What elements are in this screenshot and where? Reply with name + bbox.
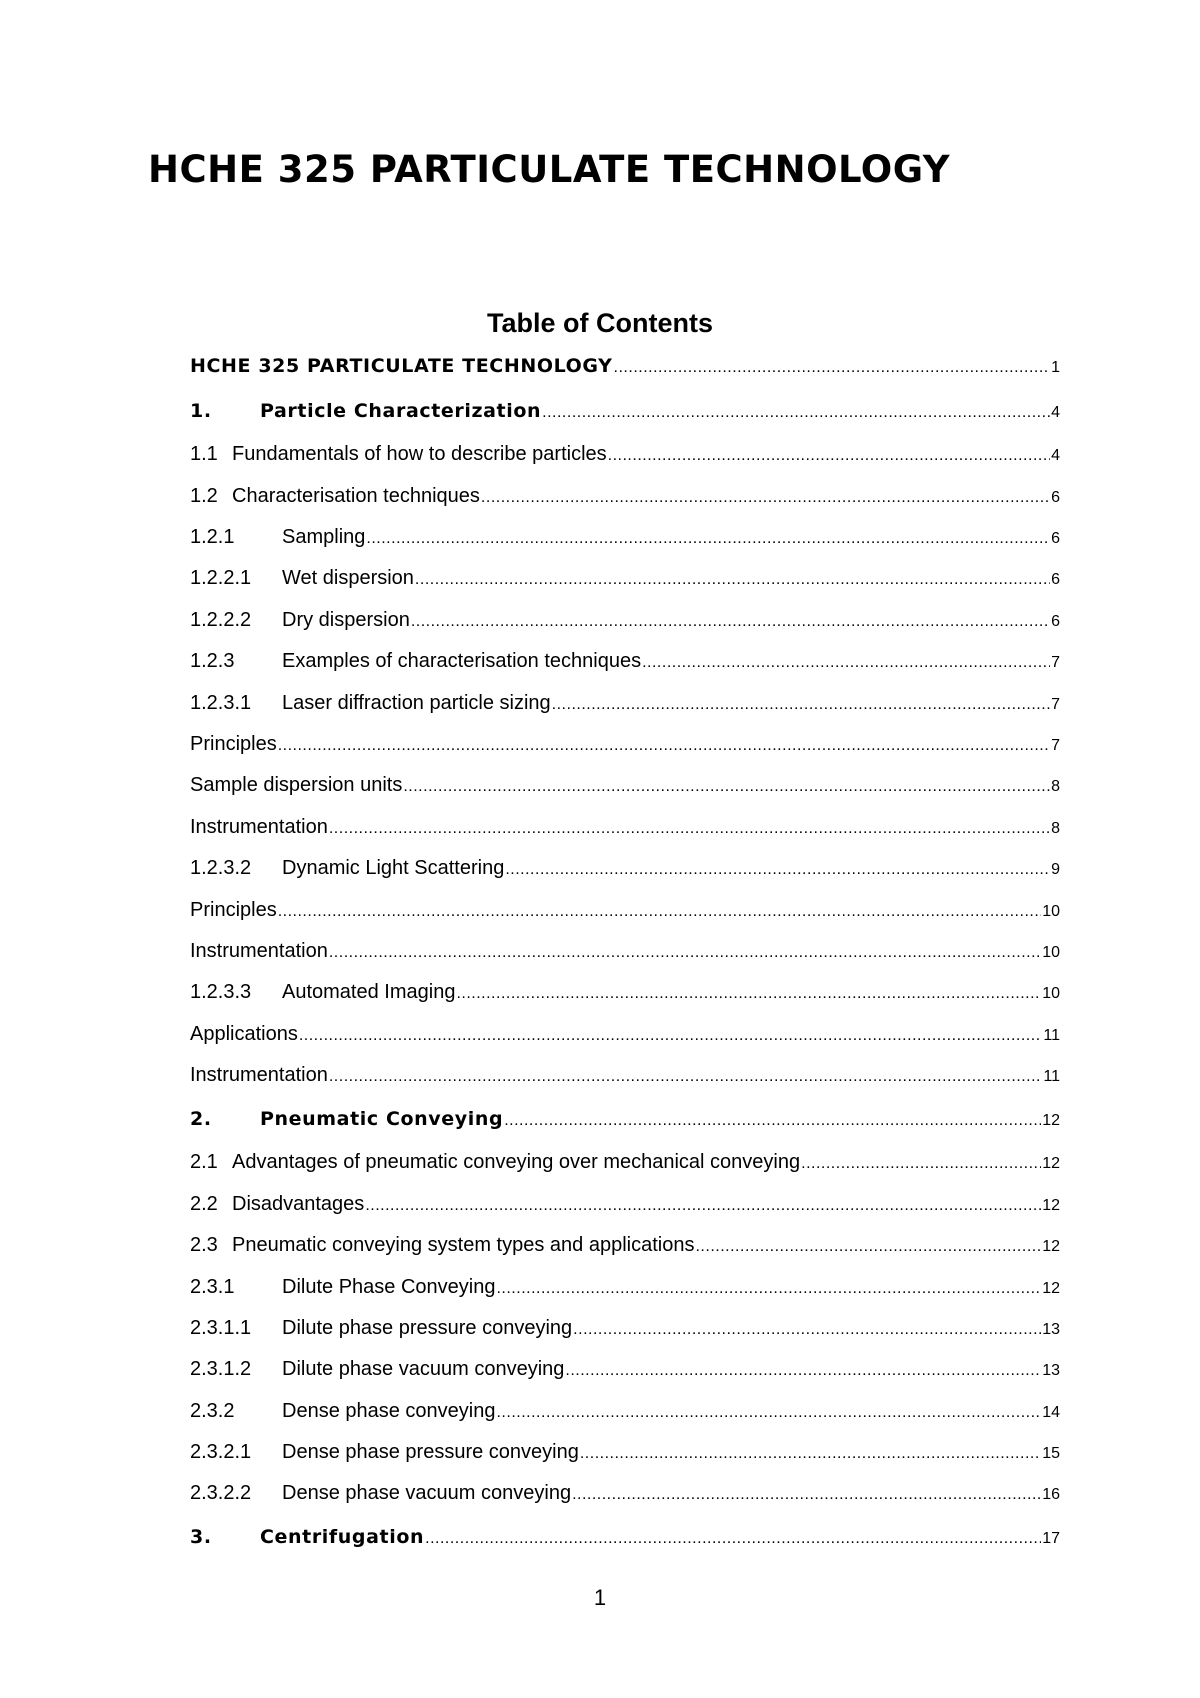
toc-entry-page: 4 — [1051, 447, 1060, 464]
toc-dot-leader — [573, 1321, 1041, 1339]
toc-entry-number: 2.2 — [190, 1193, 218, 1215]
toc-entry[interactable] — [190, 816, 1060, 846]
toc-entry-label: Characterisation techniques — [232, 485, 480, 507]
toc-entry-label: Pneumatic conveying system types and applications — [232, 1234, 695, 1256]
toc-dot-leader — [329, 820, 1050, 838]
toc-entry-page: 6 — [1051, 530, 1060, 547]
toc-entry[interactable] — [190, 1234, 1060, 1264]
toc-entry-page: 15 — [1042, 1445, 1060, 1462]
toc-entry-number: 2.3.1.1 — [190, 1317, 252, 1339]
toc-entry-page: 10 — [1042, 944, 1060, 961]
toc-entry-page: 6 — [1051, 489, 1060, 506]
toc-entry-label: Disadvantages — [232, 1193, 365, 1215]
toc-dot-leader — [329, 944, 1041, 962]
toc-entry[interactable] — [190, 485, 1060, 515]
toc-entry-label: Instrumentation — [190, 940, 328, 962]
toc-entry-page: 12 — [1042, 1238, 1060, 1255]
toc-entry-page: 10 — [1042, 903, 1060, 920]
toc-entry-number: 1.2.3 — [190, 650, 235, 672]
toc-entry[interactable] — [190, 1358, 1060, 1388]
toc-entry-page: 7 — [1051, 696, 1060, 713]
toc-entry[interactable] — [190, 1482, 1060, 1512]
toc-dot-leader — [329, 1068, 1043, 1086]
toc-entry-page: 11 — [1043, 1068, 1060, 1085]
toc-entry[interactable] — [190, 1400, 1060, 1430]
toc-entry-label: Instrumentation — [190, 1064, 328, 1086]
toc-entry-page: 6 — [1051, 613, 1060, 630]
toc-entry-page: 14 — [1042, 1404, 1060, 1421]
toc-heading: Table of Contents — [487, 308, 713, 338]
toc-dot-leader — [608, 447, 1050, 465]
toc-entry-page: 1 — [1051, 359, 1060, 376]
toc-entry[interactable] — [190, 692, 1060, 722]
toc-entry[interactable] — [190, 650, 1060, 680]
toc-entry-number: 2. — [190, 1108, 212, 1130]
toc-dot-leader — [580, 1445, 1041, 1463]
toc-entry-page: 12 — [1042, 1280, 1060, 1297]
toc-dot-leader — [365, 1197, 1041, 1215]
toc-dot-leader — [415, 571, 1050, 589]
toc-entry-number: 2.3.1.2 — [190, 1358, 252, 1380]
toc-entry[interactable] — [190, 1276, 1060, 1306]
toc-entry-number: 1.2.2.2 — [190, 609, 252, 631]
toc-entry-page: 4 — [1051, 404, 1060, 421]
toc-entry-number: 1. — [190, 400, 212, 422]
toc-entry-label: Dynamic Light Scattering — [282, 857, 505, 879]
toc-entry-label: Instrumentation — [190, 816, 328, 838]
toc-entry-label: Wet dispersion — [282, 567, 414, 589]
toc-entry[interactable] — [190, 355, 1060, 385]
toc-dot-leader — [504, 1112, 1041, 1130]
toc-entry[interactable] — [190, 774, 1060, 804]
toc-entry[interactable] — [190, 1193, 1060, 1223]
toc-entry-page: 6 — [1051, 571, 1060, 588]
toc-entry-label: Centrifugation — [260, 1526, 425, 1548]
toc-entry-label: Dense phase conveying — [282, 1400, 496, 1422]
toc-entry-label: Laser diffraction particle sizing — [282, 692, 551, 714]
document-title: HCHE 325 PARTICULATE TECHNOLOGY — [148, 148, 951, 191]
toc-entry-page: 11 — [1043, 1027, 1060, 1044]
toc-entry-number: 1.2.3.1 — [190, 692, 252, 714]
toc-entry-number: 3. — [190, 1526, 212, 1548]
toc-entry-label: HCHE 325 PARTICULATE TECHNOLOGY — [190, 355, 613, 377]
toc-entry-label: Applications — [190, 1023, 298, 1045]
toc-entry[interactable] — [190, 733, 1060, 763]
toc-entry-label: Dilute phase pressure conveying — [282, 1317, 573, 1339]
toc-entry-label: Dry dispersion — [282, 609, 410, 631]
toc-entry[interactable] — [190, 1108, 1060, 1138]
toc-dot-leader — [614, 359, 1051, 377]
toc-dot-leader — [403, 778, 1050, 796]
toc-entry-page: 16 — [1042, 1486, 1060, 1503]
toc-dot-leader — [565, 1362, 1041, 1380]
toc-entry-page: 7 — [1051, 737, 1060, 754]
toc-entry[interactable] — [190, 857, 1060, 887]
toc-dot-leader — [801, 1155, 1041, 1173]
toc-entry-label: Sampling — [282, 526, 366, 548]
toc-dot-leader — [425, 1530, 1041, 1548]
toc-dot-leader — [642, 654, 1050, 672]
toc-entry[interactable] — [190, 443, 1060, 473]
toc-entry-label: Dense phase vacuum conveying — [282, 1482, 572, 1504]
toc-entry-page: 12 — [1042, 1155, 1060, 1172]
toc-entry-page: 10 — [1042, 985, 1060, 1002]
toc-entry-label: Principles — [190, 899, 277, 921]
toc-entry-label: Examples of characterisation techniques — [282, 650, 642, 672]
toc-entry[interactable] — [190, 400, 1060, 430]
toc-entry[interactable] — [190, 1151, 1060, 1181]
toc-entry-number: 2.1 — [190, 1151, 218, 1173]
toc-entry-label: Pneumatic Conveying — [260, 1108, 504, 1130]
toc-entry-page: 8 — [1051, 778, 1060, 795]
toc-entry-page: 7 — [1051, 654, 1060, 671]
toc-entry-number: 2.3.2.1 — [190, 1441, 252, 1463]
toc-dot-leader — [366, 530, 1050, 548]
toc-entry[interactable] — [190, 1064, 1060, 1094]
toc-dot-leader — [552, 696, 1050, 714]
toc-entry-page: 8 — [1051, 820, 1060, 837]
toc-dot-leader — [411, 613, 1050, 631]
toc-dot-leader — [278, 903, 1042, 921]
toc-entry-page: 12 — [1042, 1197, 1060, 1214]
toc-dot-leader — [505, 861, 1050, 879]
toc-entry-label: Particle Characterization — [260, 400, 542, 422]
toc-dot-leader — [278, 737, 1050, 755]
toc-dot-leader — [572, 1486, 1041, 1504]
toc-dot-leader — [299, 1027, 1043, 1045]
toc-entry-page: 12 — [1042, 1112, 1060, 1129]
toc-entry-number: 1.2 — [190, 485, 218, 507]
toc-dot-leader — [456, 985, 1041, 1003]
toc-entry-number: 1.2.2.1 — [190, 567, 252, 589]
toc-entry-number: 2.3.1 — [190, 1276, 235, 1298]
toc-entry[interactable] — [190, 899, 1060, 929]
toc-entry[interactable] — [190, 609, 1060, 639]
toc-dot-leader — [542, 404, 1050, 422]
toc-entry-label: Advantages of pneumatic conveying over mechanical conveying — [232, 1151, 801, 1173]
toc-entry-label: Automated Imaging — [282, 981, 456, 1003]
toc-entry-label: Sample dispersion units — [190, 774, 403, 796]
toc-entry-page: 13 — [1042, 1321, 1060, 1338]
toc-entry[interactable] — [190, 1023, 1060, 1053]
toc-dot-leader — [496, 1404, 1041, 1422]
toc-entry-label: Dense phase pressure conveying — [282, 1441, 579, 1463]
toc-entry-number: 1.2.3.2 — [190, 857, 252, 879]
toc-entry-number: 2.3 — [190, 1234, 218, 1256]
toc-entry[interactable] — [190, 1317, 1060, 1347]
toc-dot-leader — [481, 489, 1050, 507]
toc-entry-number: 1.2.3.3 — [190, 981, 252, 1003]
toc-entry[interactable] — [190, 526, 1060, 556]
toc-entry[interactable] — [190, 567, 1060, 597]
page-number: 1 — [593, 1585, 607, 1610]
toc-entry-page: 17 — [1042, 1530, 1060, 1547]
toc-entry-label: Dilute phase vacuum conveying — [282, 1358, 565, 1380]
toc-entry-label: Fundamentals of how to describe particles — [232, 443, 607, 465]
toc-entry[interactable] — [190, 940, 1060, 970]
toc-entry[interactable] — [190, 1526, 1060, 1556]
toc-entry[interactable] — [190, 1441, 1060, 1471]
toc-entry[interactable] — [190, 981, 1060, 1011]
toc-entry-number: 2.3.2 — [190, 1400, 235, 1422]
toc-entry-number: 1.1 — [190, 443, 218, 465]
toc-dot-leader — [695, 1238, 1041, 1256]
toc-entry-label: Dilute Phase Conveying — [282, 1276, 496, 1298]
toc-entry-number: 1.2.1 — [190, 526, 235, 548]
toc-entry-page: 9 — [1051, 861, 1060, 878]
toc-entry-label: Principles — [190, 733, 277, 755]
toc-entry-page: 13 — [1042, 1362, 1060, 1379]
toc-dot-leader — [496, 1280, 1041, 1298]
toc-entry-number: 2.3.2.2 — [190, 1482, 252, 1504]
